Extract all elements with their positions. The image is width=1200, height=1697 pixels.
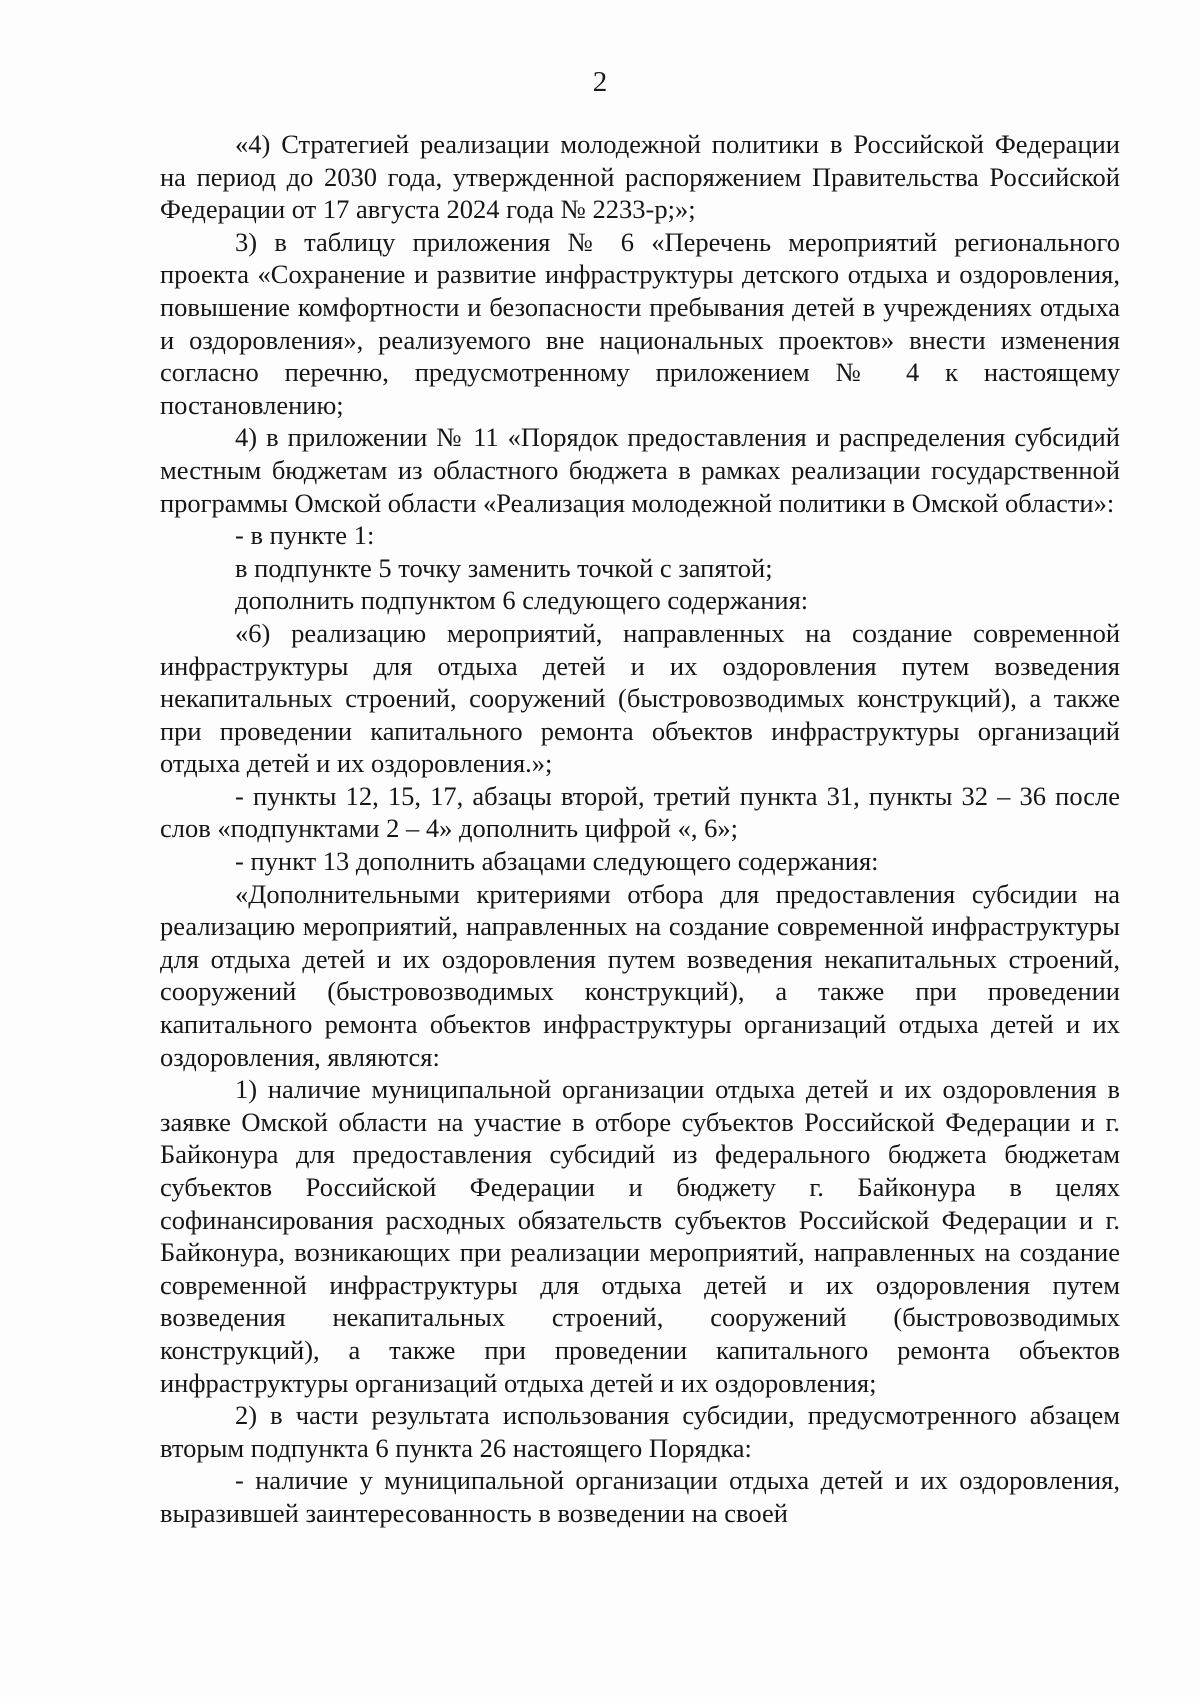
paragraph: - пункт 13 дополнить абзацами следующего содержания: bbox=[235, 846, 879, 877]
paragraph: дополнить подпунктом 6 следующего содержания: bbox=[235, 585, 809, 616]
paragraph: 2) в части результата использования субсидии, предусмотренного абзацем вторым подпункта 6 пункта 26 настоящего Порядка: bbox=[160, 1400, 1120, 1463]
paragraph: 1) наличие муниципальной организации отдыха детей и их оздоровления в заявке Омской области на участие в отборе субъектов Российской Федерации и г. Байконура для предоставления субсидий из федерального бюджета бюджетам субъектов Российской Федерации и бюджету г. Байконура в целях софинансирования расходных обязательств субъектов Российской Федерации и г. Байконура, возникающих при реализации мероприятий, направленных на создание современной инфраструктуры для отдыха детей и их оздоровления путем возведения некапитальных строений, сооружений (быстровозводимых конструкций), а также при проведении капитального ремонта объектов инфраструктуры организаций отдыха детей и их оздоровления; bbox=[160, 1074, 1120, 1398]
paragraph: в подпункте 5 точку заменить точкой с запятой; bbox=[235, 552, 773, 583]
paragraph: - пункты 12, 15, 17, абзацы второй, третий пункта 31, пункты 32 – 36 после слов «подпунктами 2 – 4» дополнить цифрой «, 6»; bbox=[160, 780, 1120, 844]
paragraph: 4) в приложении № 11 «Порядок предоставления и распределения субсидий местным бюджетам из областного бюджета в рамках реализации государственной программы Омской области «Реализация молодежной политики в Омской области»: bbox=[160, 422, 1120, 518]
paragraph: «4) Стратегией реализации молодежной политики в Российской Федерации на период до 2030 года, утвержденной распоряжением Правительства Российской Федерации от 17 августа 2024 года № 2233-р;»; bbox=[160, 129, 1120, 225]
paragraph: 3) в таблицу приложения № 6 «Перечень мероприятий регионального проекта «Сохранение и развитие инфраструктуры детского отдыха и оздоровления, повышение комфортности и безопасности пребывания детей в учреждениях отдыха и оздоровления», реализуемого вне национальных проектов» внести изменения согласно перечню, предусмотренному приложением № 4 к настоящему постановлению; bbox=[160, 226, 1120, 420]
page-number: 2 bbox=[592, 66, 608, 98]
paragraph: «Дополнительными критериями отбора для предоставления субсидии на реализацию мероприятий, направленных на создание современной инфраструктуры для отдыха детей и их оздоровления путем возведения некапитальных строений, сооружений (быстровозводимых конструкций), а также при проведении капитального ремонта объектов инфраструктуры организаций отдыха детей и их оздоровления, являются: bbox=[160, 878, 1120, 1072]
paragraph: «6) реализацию мероприятий, направленных на создание современной инфраструктуры для отдыха детей и их оздоровления путем возведения некапитальных строений, сооружений (быстровозводимых конструкций), а также при проведении капитального ремонта объектов инфраструктуры организаций отдыха детей и их оздоровления.»; bbox=[160, 617, 1120, 779]
paragraph: - в пункте 1: bbox=[235, 520, 375, 551]
document-body bbox=[160, 128, 1120, 1530]
paragraph: - наличие у муниципальной организации отдыха детей и их оздоровления, выразившей заинтересованность в возведении на своей bbox=[160, 1465, 1120, 1528]
